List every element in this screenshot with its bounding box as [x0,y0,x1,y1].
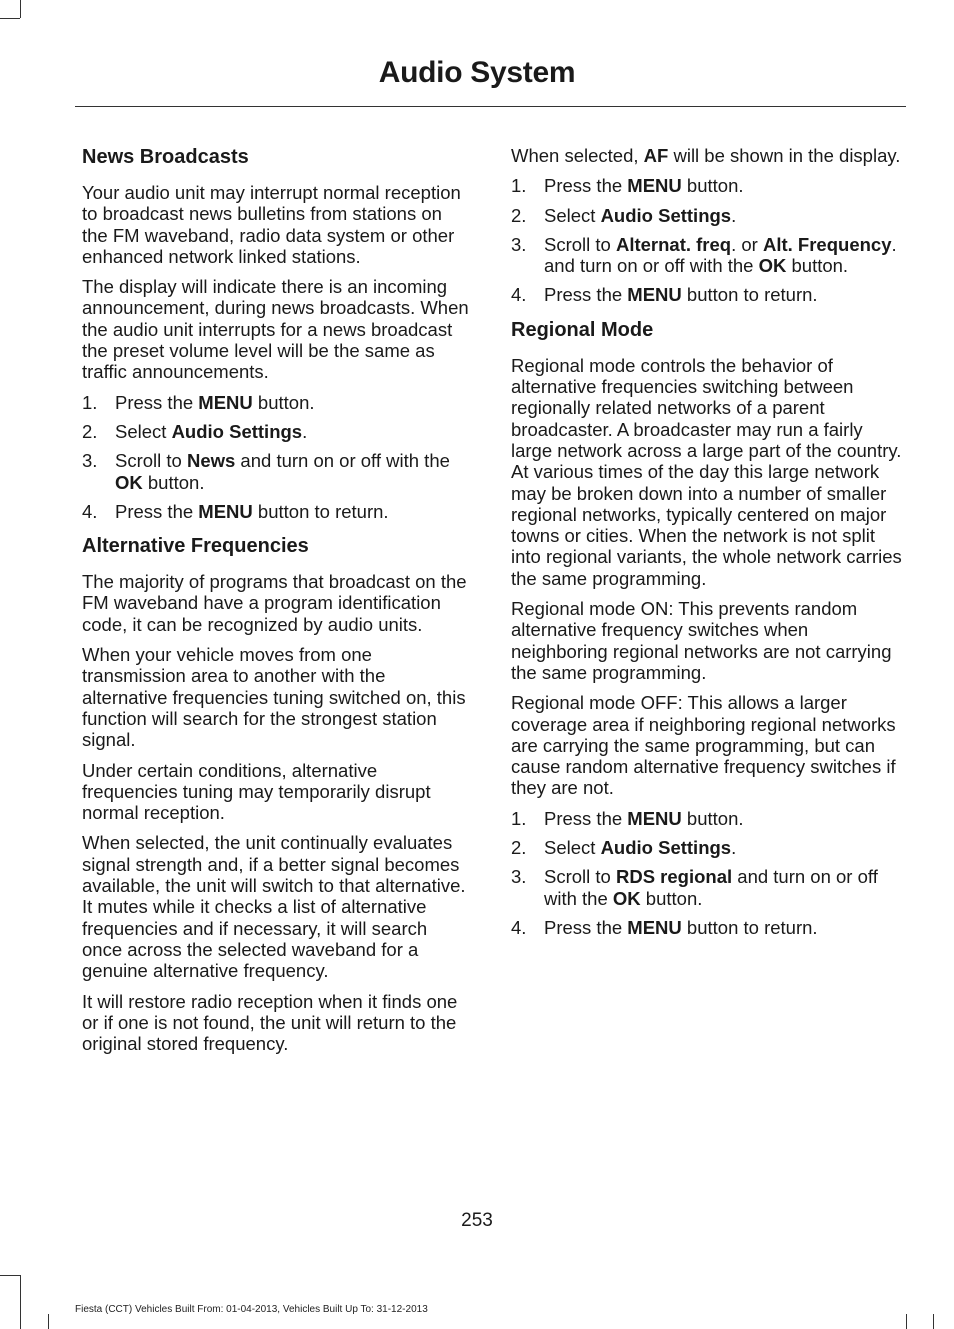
alt-paragraph-2: When your vehicle moves from one transmission area to another with the alternative frequencies tuning switched on, this function will search for the strongest station signal. [82,644,466,751]
left-column [82,145,472,1063]
alt-paragraph-3: Under certain conditions, alternative frequencies tuning may temporarily disrupt normal reception. [82,759,431,824]
list-item: 3. Scroll to Alternat. freq. or Alt. Frequency. and turn on or off with the OK button. [511,233,897,277]
list-item: 2. Select Audio Settings. [511,204,737,226]
crop-mark-bottom-right-inner [906,1314,907,1329]
list-item: 2. Select Audio Settings. [82,420,308,442]
right-column [511,145,903,950]
list-item: 2. Select Audio Settings. [511,837,737,859]
regional-steps-list [511,808,903,938]
af-steps-list [511,175,903,305]
footer-vehicle-info: Fiesta (CCT) Vehicles Built From: 01-04-2013, Vehicles Built Up To: 31-12-2013 [75,1304,428,1315]
list-item: 4. Press the MENU button to return. [82,500,389,522]
news-paragraph-1: Your audio unit may interrupt normal reception to broadcast news bulletins from stations on the FM waveband, radio data system or other enhanced network linked stations. [82,182,461,267]
list-item: 1. Press the MENU button. [511,807,744,829]
crop-mark-top-left-vertical [20,0,21,18]
page-number: 253 [461,1210,493,1231]
news-paragraph-2: The display will indicate there is an incoming announcement, during news broadcasts. When the audio unit interrupts for a news broadcast the preset volume level will be the same as traffic announcements. [82,276,469,383]
alternative-frequencies-heading: Alternative Frequencies [82,535,309,558]
news-steps-list [82,392,472,522]
regional-mode-heading: Regional Mode [511,318,654,341]
crop-mark-bottom-left-horizontal [0,1275,20,1276]
regional-mode-section [511,318,903,938]
news-broadcasts-heading: News Broadcasts [82,146,249,168]
regional-paragraph-1: Regional mode controls the behavior of alternative frequencies switching between regionally related networks of a parent broadcaster. A broadcaster may run a fairly large network across a large part of the country. At various times of the day this large network may be broken down into a number of smaller regional networks, typically centered on major towns or cities. When the network is not split into regional variants, the whole network carries the same programming. [511,354,902,589]
news-broadcasts-section [82,145,472,522]
list-item: 1. Press the MENU button. [82,391,315,413]
alt-paragraph-5: It will restore radio reception when it finds one or if one is not found, the unit will return to the original stored frequency. [82,990,458,1055]
header-rule [75,106,906,107]
page-title: Audio System [378,56,576,89]
af-intro: When selected, AF will be shown in the display. [511,145,901,166]
crop-mark-top-left-horizontal [0,18,20,19]
alt-paragraph-4: When selected, the unit continually evaluates signal strength and, if a better signal becomes available, the unit will switch to that alternative. It mutes while it checks a list of alternative frequencies and if necessary, it will search once across the selected waveband for a genuine alternative frequency. [82,832,466,982]
regional-paragraph-3: Regional mode OFF: This allows a larger coverage area if neighboring regional networks are carrying the same programming, but can cause random alternative frequency switches if they are not. [511,692,896,799]
af-section [511,145,903,306]
list-item: 4. Press the MENU button to return. [511,916,818,938]
crop-mark-bottom-middle [48,1314,49,1329]
alternative-frequencies-section [82,534,472,1054]
crop-mark-bottom-right [933,1314,934,1329]
list-item: 1. Press the MENU button. [511,175,744,197]
list-item: 4. Press the MENU button to return. [511,284,818,306]
list-item: 3. Scroll to News and turn on or off with the OK button. [82,450,450,493]
regional-paragraph-2: Regional mode ON: This prevents random alternative frequency switches when neighboring regional networks are not carrying the same programming. [511,598,892,683]
crop-mark-bottom-left-vertical [20,1275,21,1329]
alt-paragraph-1: The majority of programs that broadcast on the FM waveband have a program identification code, it can be recognized by audio units. [82,571,467,635]
list-item: 3. Scroll to RDS regional and turn on or off with the OK button. [511,866,878,909]
